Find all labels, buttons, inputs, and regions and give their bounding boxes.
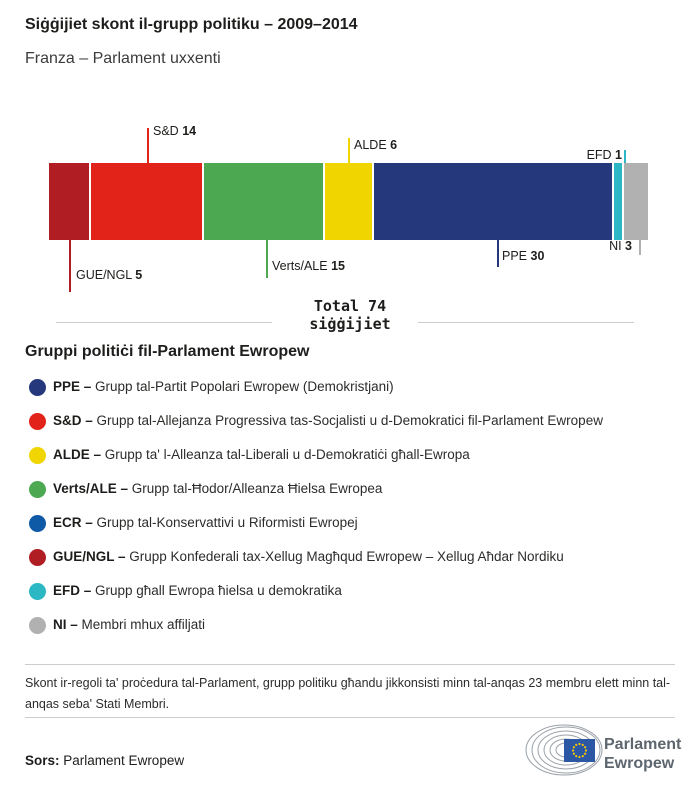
legend-item-gue-ngl [25,540,685,574]
divider-bottom [25,717,675,718]
eu-flag-icon [564,739,595,762]
total-seats-label: Total 74 siġġijiet [309,297,391,333]
legend-item-verts-ale [25,472,685,506]
legend-item-efd [25,574,685,608]
legend-color-dot [29,379,46,396]
legend-text: ECR – Grupp tal-Konservattivi u Riformisti Ewropej [53,514,358,530]
legend-text: PPE – Grupp tal-Partit Popolari Ewropew (Demokristjani) [53,378,394,394]
callout-line-efd [624,150,626,163]
bar-segment-efd [614,163,622,240]
logo-wordmark-line2: Ewropew [604,755,675,772]
legend-list [25,370,685,642]
page-subtitle: Franza – Parlament uxxenti [25,50,221,67]
callout-line-ppe [497,240,499,267]
legend-text: S&D – Grupp tal-Allejanza Progressiva tas-Socjalisti u d-Demokratici fil-Parlament Ewropew [53,412,603,428]
legend-text: NI – Membri mhux affiljati [53,616,206,632]
legend-color-dot [29,447,46,464]
legend-color-dot [29,515,46,532]
source-value: Parlament Ewropew [63,753,185,768]
legend-text: EFD – Grupp għall Ewropa ħielsa u demokratika [53,582,342,598]
legend-item-s-d [25,404,685,438]
callout-label-ni: NI 3 [609,239,632,253]
callout-label-alde: ALDE 6 [354,138,398,152]
legend-color-dot [29,549,46,566]
legend-item-ni [25,608,685,642]
logo-wordmark-line1: Parlament [604,736,682,753]
legend-heading: Gruppi politiċi fil-Parlament Ewropew [25,343,310,360]
source-line [25,753,184,768]
seat-chart [0,0,700,340]
divider-top [25,664,675,665]
callout-label-guengl: GUE/NGL 5 [76,268,143,282]
bar-segment-gue-ngl [49,163,89,240]
page-title: Siġġijiet skont il-grupp politiku – 2009–2014 [25,16,358,33]
seat-bar [49,163,648,240]
bar-segment-alde [325,163,373,240]
legend-text: ALDE – Grupp ta' l-Alleanza tal-Liberali u d-Demokratiċi għall-Ewropa [53,446,470,462]
legend-text: GUE/NGL – Grupp Konfederali tax-Xellug Magħqud Ewropew – Xellug Aħdar Nordiku [53,548,564,564]
legend-color-dot [29,413,46,430]
european-parliament-logo [524,722,684,778]
bar-segment-s-d [91,163,202,240]
legend-color-dot [29,481,46,498]
callout-line-vertsale [266,240,268,278]
callout-label-vertsale: Verts/ALE 15 [272,259,345,273]
callout-line-ni [639,240,641,255]
bar-segment-verts-ale [204,163,323,240]
legend-color-dot [29,583,46,600]
source-label: Sors: [25,753,60,768]
legend-text: Verts/ALE – Grupp tal-Ħodor/Alleanza Ħielsa Ewropea [53,480,383,496]
bar-segment-ni [624,163,648,240]
callout-label-ppe: PPE 30 [502,249,545,263]
callout-line-guengl [69,240,71,292]
bar-segment-ppe [374,163,612,240]
callout-label-sd: S&D 14 [153,124,197,138]
callout-label-efd: EFD 1 [586,148,622,162]
footnote: Skont ir-regoli ta' proċedura tal-Parlament, grupp politiku għandu jikkonsisti minn tal-anqas 23 membru elett minn tal-anqas seba' Stati Membri. [25,676,671,711]
callout-line-alde [348,138,350,163]
legend-color-dot [29,617,46,634]
legend-item-ppe [25,370,685,404]
legend-item-alde [25,438,685,472]
legend-item-ecr [25,506,685,540]
callout-line-sd [147,128,149,163]
